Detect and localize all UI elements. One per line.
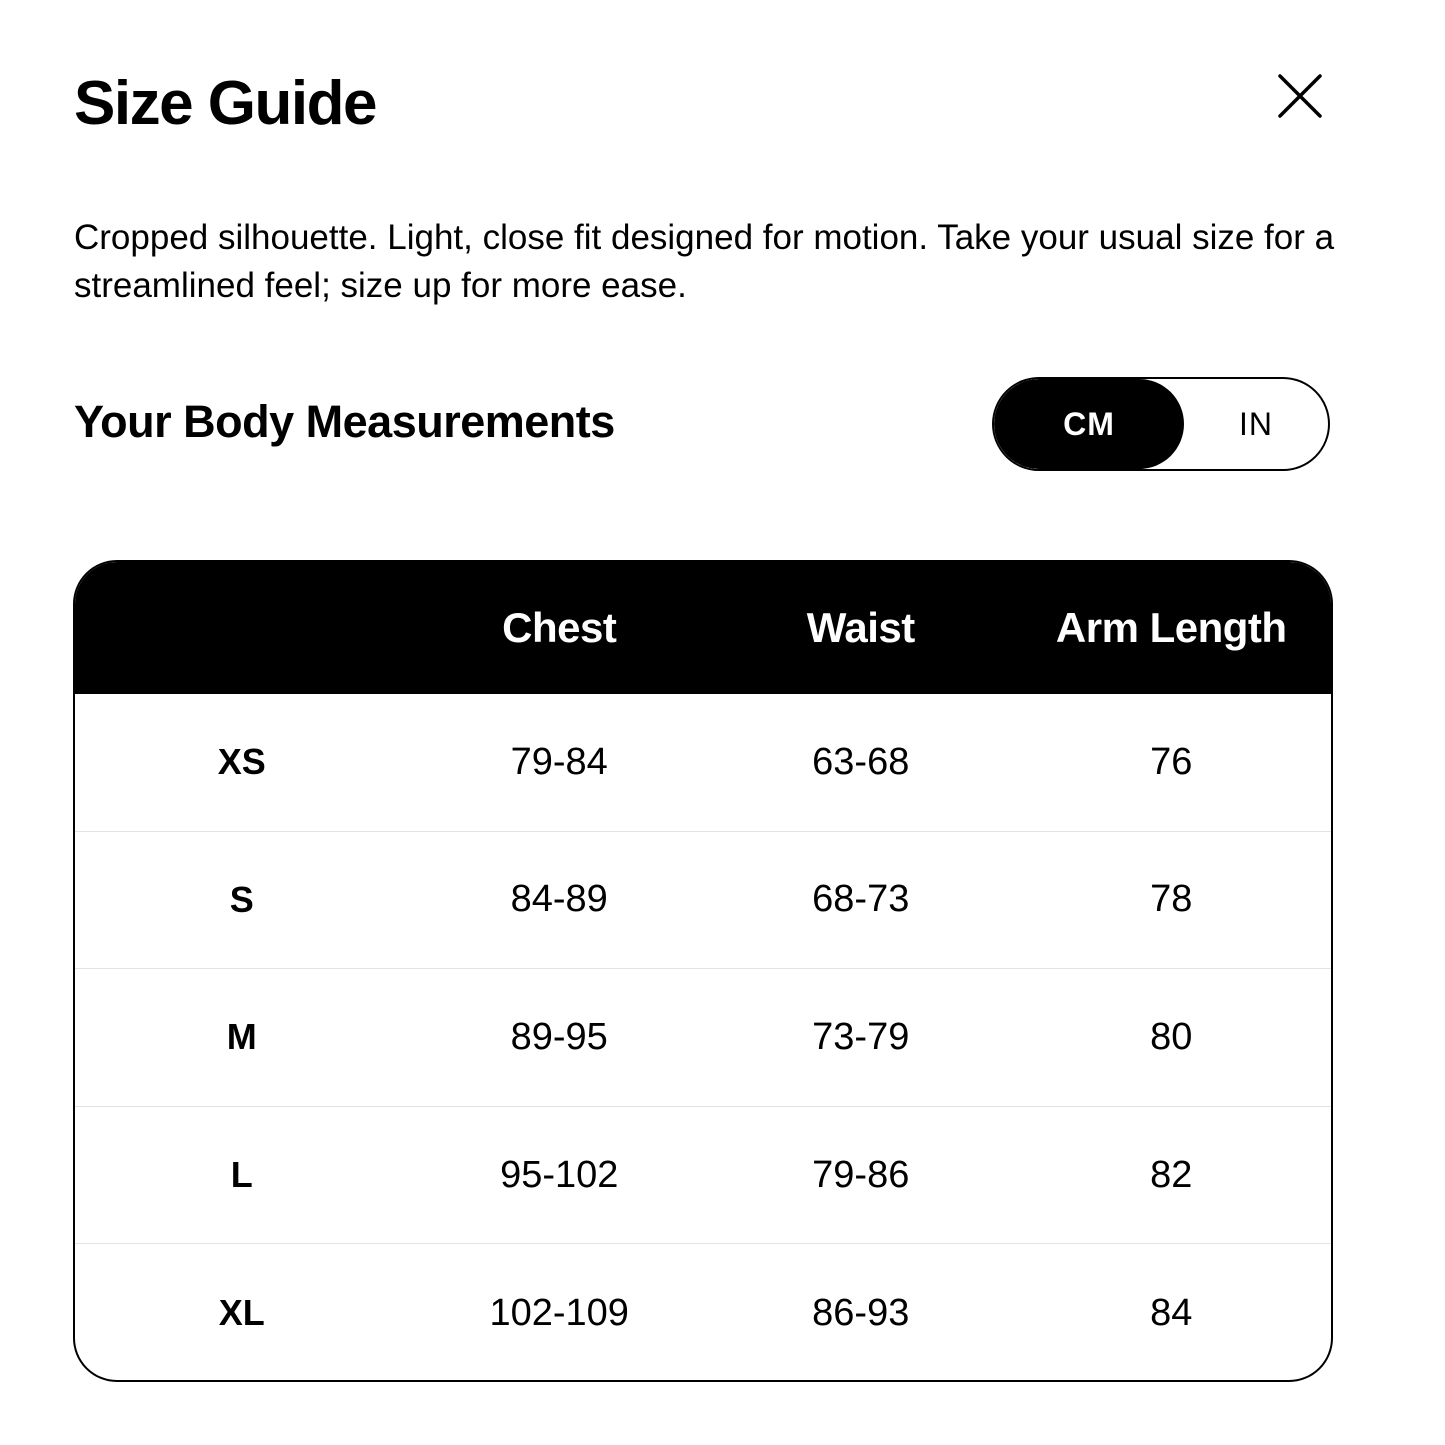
- arm-length-value: 82: [1150, 1153, 1193, 1196]
- size-label: XS: [217, 741, 266, 783]
- chest-value: 95-102: [500, 1153, 619, 1196]
- table-row: [75, 832, 1331, 970]
- unit-option-cm[interactable]: CM: [994, 379, 1184, 469]
- modal-title: Size Guide: [74, 69, 376, 138]
- size-table: [73, 560, 1333, 1382]
- chest-value: 79-84: [510, 740, 608, 783]
- arm-length-value: 76: [1150, 740, 1193, 783]
- chest-value: 89-95: [510, 1015, 608, 1058]
- table-row: [75, 969, 1331, 1107]
- table-row: [75, 1244, 1331, 1382]
- table-row: [75, 694, 1331, 832]
- unit-option-in[interactable]: IN: [1239, 405, 1273, 442]
- size-label: M: [226, 1016, 257, 1058]
- arm-length-value: 84: [1150, 1291, 1193, 1334]
- chest-value: 84-89: [510, 878, 608, 921]
- waist-value: 73-79: [812, 1015, 910, 1058]
- header-arm-length: Arm Length: [1055, 604, 1287, 651]
- fit-description: Cropped silhouette. Light, close fit designed for motion. Take your usual size for a streamlined feel; size up for more ease.: [74, 218, 1335, 305]
- close-icon: [1278, 74, 1322, 118]
- header-waist: Waist: [806, 604, 915, 651]
- header-chest: Chest: [502, 604, 617, 651]
- chest-value: 102-109: [489, 1291, 629, 1334]
- waist-value: 79-86: [812, 1153, 910, 1196]
- size-label: L: [230, 1154, 253, 1196]
- table-header: [75, 562, 1331, 694]
- unit-toggle[interactable]: [992, 377, 1330, 471]
- size-label: XL: [218, 1292, 265, 1334]
- size-label: S: [229, 878, 254, 920]
- waist-value: 86-93: [812, 1291, 910, 1334]
- measurements-heading: Your Body Measurements: [74, 396, 615, 447]
- waist-value: 68-73: [812, 878, 910, 921]
- arm-length-value: 78: [1150, 878, 1193, 921]
- arm-length-value: 80: [1150, 1015, 1193, 1058]
- waist-value: 63-68: [812, 740, 910, 783]
- close-button[interactable]: [1270, 66, 1330, 126]
- table-row: [75, 1107, 1331, 1245]
